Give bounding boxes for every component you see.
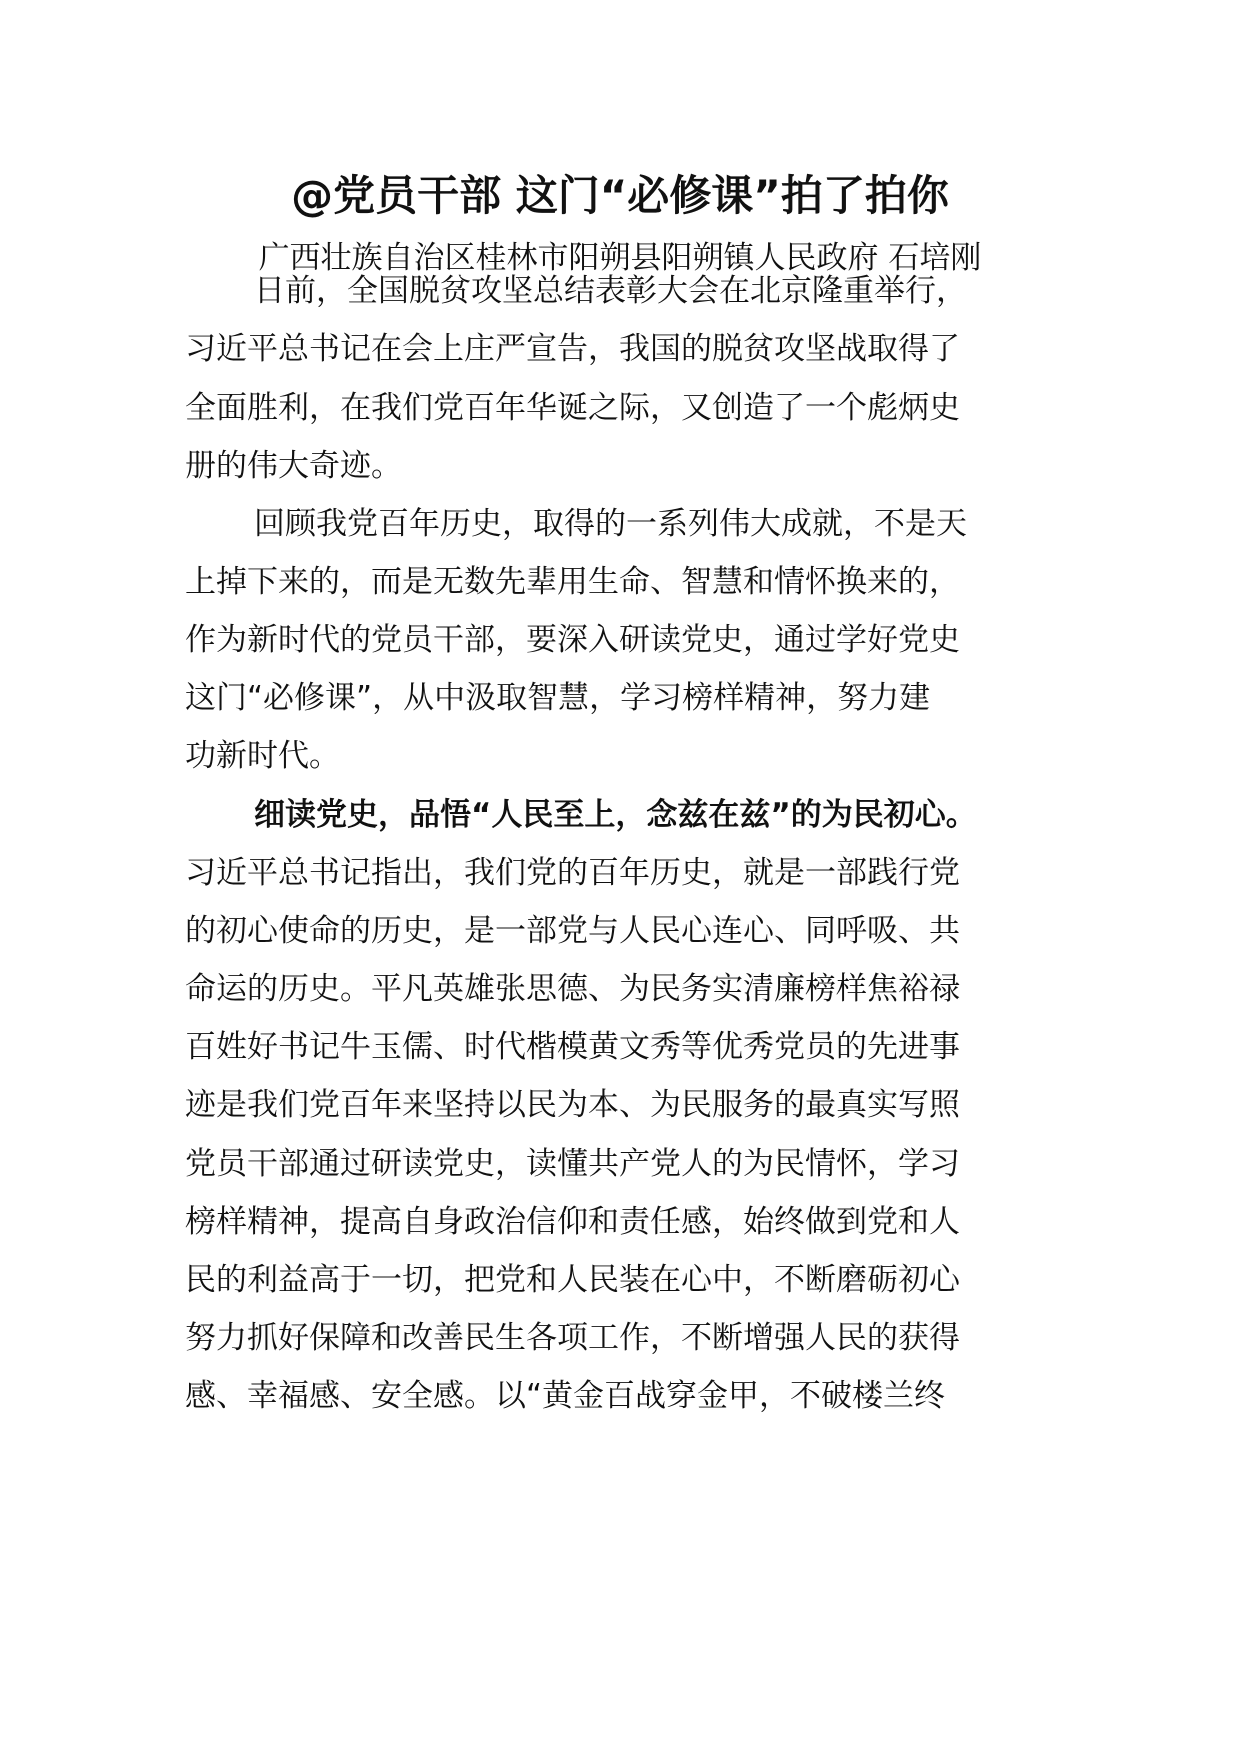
body-line: 的初心使命的历史，是一部党与人民心连心、同呼吸、共 [185, 913, 960, 949]
body-line: 命运的历史。平凡英雄张思德、为民务实清廉榜样焦裕禄 [185, 971, 960, 1007]
document-title: @党员干部 这门“必修课”拍了拍你 [291, 171, 949, 220]
body-line: 册的伟大奇迹。 [185, 448, 402, 484]
body-line: 回顾我党百年历史，取得的一系列伟大成就，不是天 [254, 506, 967, 542]
body-line: 习近平总书记在会上庄严宣告，我国的脱贫攻坚战取得了 [185, 331, 960, 367]
body-line: 榜样精神，提高自身政治信仰和责任感，始终做到党和人 [185, 1204, 960, 1240]
body-line: 这门“必修课”，从中汲取智慧，学习榜样精神，努力建 [185, 680, 931, 716]
body-line: 上掉下来的，而是无数先辈用生命、智慧和情怀换来的， [185, 564, 960, 600]
body-line: 努力抓好保障和改善民生各项工作，不断增强人民的获得 [185, 1320, 960, 1356]
body-line: 百姓好书记牛玉儒、时代楷模黄文秀等优秀党员的先进事 [185, 1029, 960, 1065]
body-line: 全面胜利，在我们党百年华诞之际，又创造了一个彪炳史 [185, 390, 960, 426]
section-heading: 细读党史，品悟“人民至上，念兹在兹”的为民初心。 [254, 797, 977, 833]
body-line: 感、幸福感、安全感。以“黄金百战穿金甲，不破楼兰终 [185, 1378, 946, 1414]
body-line: 习近平总书记指出，我们党的百年历史，就是一部践行党 [185, 855, 960, 891]
body-line: 功新时代。 [185, 738, 340, 774]
body-line: 日前，全国脱贫攻坚总结表彰大会在北京隆重举行， [254, 273, 967, 309]
body-line: 作为新时代的党员干部，要深入研读党史，通过学好党史 [185, 622, 960, 658]
body-line: 迹是我们党百年来坚持以民为本、为民服务的最真实写照 [185, 1087, 960, 1123]
body-line: 民的利益高于一切，把党和人民装在心中，不断磨砺初心 [185, 1262, 960, 1298]
body-line: 党员干部通过研读党史，读懂共产党人的为民情怀，学习 [185, 1146, 960, 1182]
author-byline: 广西壮族自治区桂林市阳朔县阳朔镇人民政府 石培刚 [258, 240, 982, 276]
